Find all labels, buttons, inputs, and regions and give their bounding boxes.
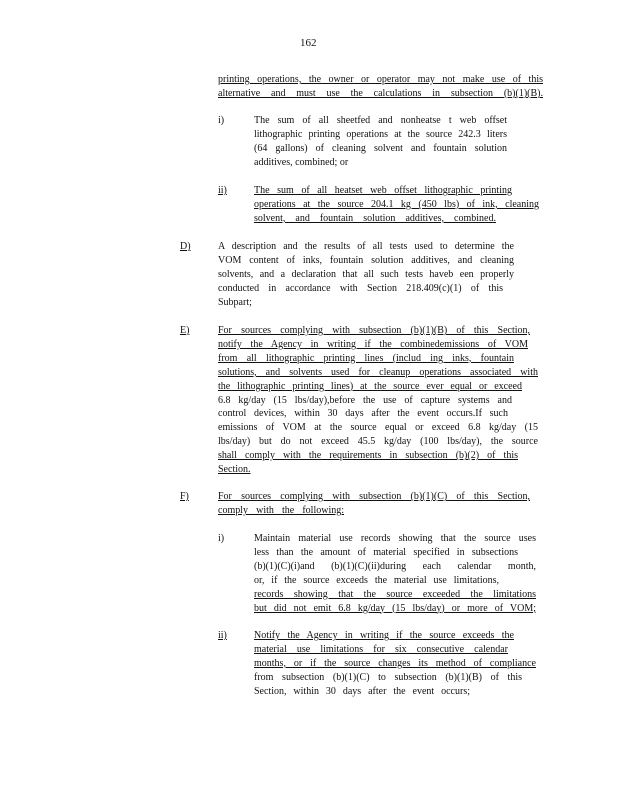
text-line: notify the Agency in writing if the combinedemissions of VOM [218, 338, 528, 350]
text-line: For sources complying with subsection (b)(1)(C) of this Section, [218, 491, 530, 502]
text-line: or, if the source exceeds the material use limitations, [254, 574, 499, 586]
text-line: For sources complying with subsection (b)(1)(B) of this Section, [218, 325, 530, 336]
text-line: less than the amount of material specified in subsections [254, 546, 518, 558]
text-line: but did not emit 6.8 kg/day (15 lbs/day) or more of VOM; [254, 602, 536, 614]
text-line: months, or if the source changes its method of compliance [254, 657, 536, 669]
text-line: Maintain material use records showing that the source uses [254, 533, 536, 544]
text-line: lithographic printing operations at the source 242.3 liters [254, 128, 507, 140]
item-label-i-2: i) [218, 533, 225, 544]
item-f-text [218, 490, 530, 518]
text-line: solvents, and a declaration that all such tests haveb een properly [218, 268, 514, 280]
item-ii-2-text [254, 629, 536, 699]
text-line: comply with the following: [218, 504, 344, 516]
text-line: solvent, and fountain solution additives, combined. [254, 212, 496, 224]
item-label-i: i) [218, 115, 225, 126]
item-ii-text [254, 184, 539, 226]
text-line: Notify the Agency in writing if the source exceeds the [254, 630, 514, 641]
item-label-ii: ii) [218, 185, 227, 196]
text-line: (64 gallons) of cleaning solvent and fountain solution [254, 142, 507, 154]
text-line: printing operations, the owner or operator may not make use of this [218, 74, 543, 85]
text-line: records showing that the source exceeded the limitations [254, 588, 536, 600]
text-line: (b)(1)(C)(i)and (b)(1)(C)(ii)during each calendar month, [254, 560, 536, 572]
text-line: additives, combined; or [254, 156, 349, 168]
text-line: material use limitations for six consecutive calendar [254, 643, 508, 655]
text-line: VOM content of inks, fountain solution additives, and cleaning [218, 254, 514, 266]
item-label-ii-2: ii) [218, 630, 227, 641]
text-line: conducted in accordance with Section 218.409(c)(1) of this [218, 282, 503, 294]
text-line: shall comply with the requirements in subsection (b)(2) of this [218, 450, 518, 462]
continuation-paragraph [218, 73, 543, 101]
text-line: from all lithographic printing lines (includ ing inks, fountain [218, 352, 514, 364]
text-line: lbs/day) but do not exceed 45.5 kg/day (100 lbs/day), the source [218, 436, 538, 448]
text-line: emissions of VOM at the source equal or exceed 6.8 kg/day (15 [218, 422, 538, 434]
item-d-text [218, 240, 514, 310]
item-label-f: F) [180, 491, 189, 502]
item-e-text [218, 324, 538, 477]
text-line: the lithographic printing lines) at the source ever equal or exceed [218, 380, 522, 392]
text-line: Section. [218, 464, 251, 476]
item-i-2-text [254, 532, 536, 615]
page-number: 162 [300, 37, 317, 49]
text-line: alternative and must use the calculations in subsection (b)(1)(B). [218, 87, 543, 99]
text-line: The sum of all heatset web offset lithographic printing [254, 185, 512, 196]
text-line: A description and the results of all tests used to determine the [218, 241, 514, 252]
text-line: operations at the source 204.1 kg (450 lbs) of ink, cleaning [254, 198, 539, 210]
item-i-text [254, 114, 507, 170]
item-label-e: E) [180, 325, 190, 336]
text-line: 6.8 kg/day (15 lbs/day),before the use of capture systems and [218, 394, 512, 406]
text-line: The sum of all sheetfed and nonheatse t web offset [254, 115, 507, 126]
text-line: solutions, and solvents used for cleanup operations associated with [218, 366, 538, 378]
text-line: from subsection (b)(1)(C) to subsection (b)(1)(B) of this [254, 671, 522, 683]
text-line: Subpart; [218, 296, 252, 308]
item-label-d: D) [180, 241, 191, 252]
text-line: control devices, within 30 days after the event occurs.If such [218, 408, 508, 420]
text-line: Section, within 30 days after the event occurs; [254, 685, 470, 697]
